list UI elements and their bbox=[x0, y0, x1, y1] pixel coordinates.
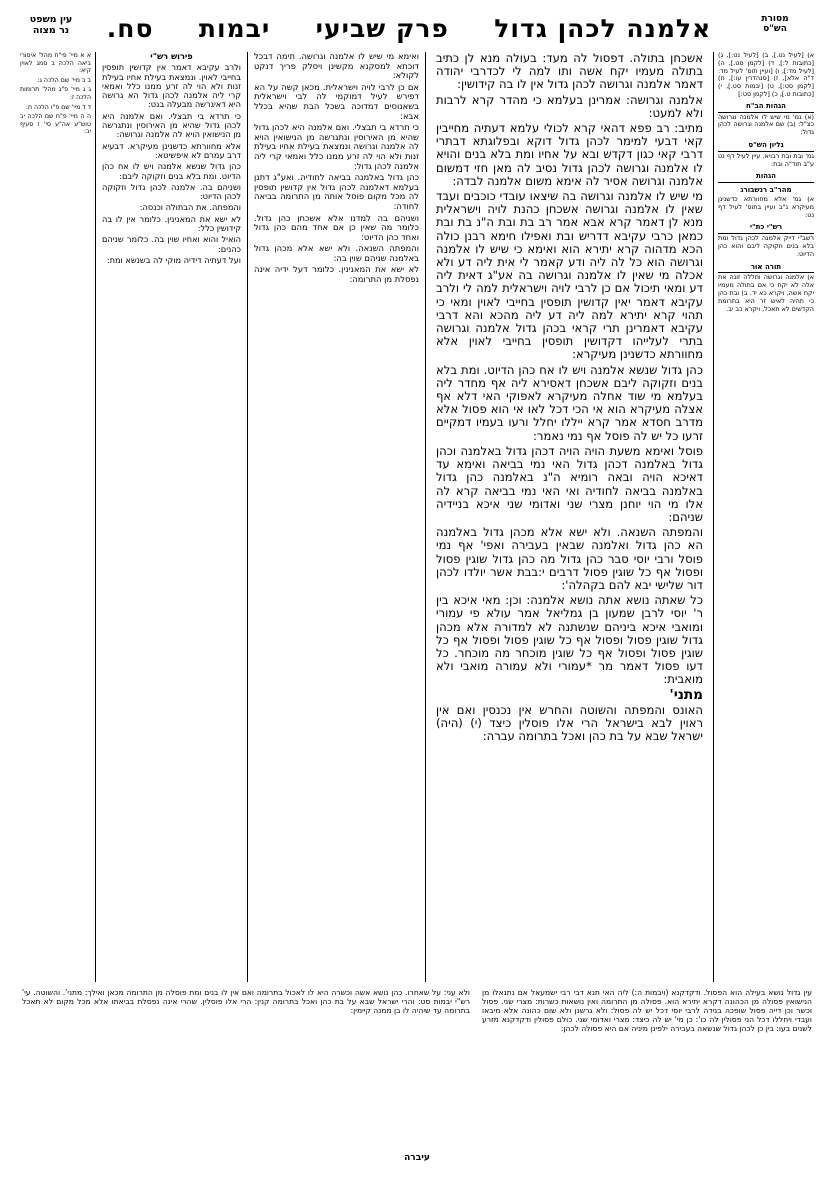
note-title-hagahot-1: הגהות bbox=[718, 173, 814, 183]
gemara-paragraph: האונס והמפתה והשוטה והחרש אין נכנסין ואם אין ראוין לבא בישראל הרי אלו פוסלין כיצד (י) (היה) ישראל שבא על בת כהן ואכל בתרומה עברה: bbox=[436, 702, 703, 744]
rashi-paragraph: אלא מחוורתא כדשנינן מעיקרא. דבעיא דרב עמרם לא איפשיטא: bbox=[102, 140, 241, 160]
bottom-commentary-left bbox=[16, 988, 476, 1138]
rashi-paragraph: ושניהם בה. אלמנה לכהן גדול וזקוקה לכהן הדיוט: bbox=[102, 181, 241, 202]
ein-mishpat-title-line-2: נר מצוה bbox=[32, 25, 70, 36]
rashi-column bbox=[96, 52, 248, 982]
tosafot-paragraph: אם כן לרבי לויה וישראלית. מכאן קשה על הא דפירש לעיל דמוקמי לה לבי וישראלית בשאנוסים דמדוכה בשכל הבת שהיא בכלל אבא: bbox=[254, 81, 419, 121]
bottom-commentary bbox=[16, 988, 818, 1138]
note-text-rashi-ktav-yad: רשב"י דייק אלמנה לכהן גדול ומת בלא בנים וזקוקה ליבם והוא כהן הדיוט: bbox=[718, 234, 814, 258]
tosafot-paragraph: ושניהם בה למדנו אלא אשכחן כהן גדול. כלומר מה שאין כן אם אחד מהם כהן גדול ואחד כהן הדיוט: bbox=[254, 212, 419, 242]
masoret-hashas-column bbox=[714, 52, 818, 982]
masoret-title-line-1: מסורת bbox=[761, 14, 789, 24]
bottom-paragraph: ולא עני: על שאחרו. כהן נושא אשה וכשרה היא לו לאכול בתרומה ואם אין לו בנים ומת פוסלה מן התרומה מכאן ואילך: מתני'. והשוטה. עי' רש"י יבמות סט: והרי ישראל שבא על בת כהן ואכל בתרומה קנין: הרי אלו פוסלין. שהרי אינה נפסלת בביאתו אלא מכל מקום לא תאכל בתרומה עד שיהיה לו בן ממנה קיימין: bbox=[22, 988, 470, 1015]
rashi-paragraph: והמפתה. את הבתולה וכנסה: bbox=[139, 202, 241, 213]
note-title-gilyon: גליון הש"ס bbox=[718, 142, 814, 152]
note-text-hagahot: א) גמ' אלא מחוורתא כדשנינן מעיקרא נ"ב ועיין בתוס' לעיל דף נט: bbox=[718, 194, 814, 219]
note-section-torah-or bbox=[718, 264, 814, 314]
rashi-paragraph: כי תרדא בי תבצלי. ואם אלמנה היא לכהן גדול שהיא מן האירוסין ונתגרשה מן הנישואין הויא לה אלמנה וגרושה: bbox=[102, 110, 241, 140]
bottom-commentary-right bbox=[476, 988, 818, 1138]
masoret-refs: א) [לעיל נט.], ב) [לעיל נט:], ג) [כתובות ל:], ד) [לקמן סט.], ה) [לעיל מד:], ו) [ועיין תוס' לעיל מד: ד"ה אלא], ז) [סנהדרין עו:], ח) [לקמן סט:], ט) [יבמות סט.], י) [כתובות ט.], כ) [לקמן סט:] bbox=[718, 51, 814, 98]
page-title bbox=[107, 14, 711, 43]
note-title-hagahot-2: מהר"ב רנשבורג bbox=[740, 186, 792, 195]
tosafot-paragraph: ואימא מי שיש לו אלמנה וגרושה. תימה דבכל דוכתא למסקנא מקשינן ויסלק פריך דנקט לקולא: bbox=[254, 51, 419, 81]
ein-mishpat-item: א א מיי' פי"ח מהל' איסורי ביאה הלכה ב סמג לאוין קיא: bbox=[20, 52, 91, 75]
rashi-paragraph: ועל דעתיה דידיה מוקי לה בשנשא ומת: bbox=[106, 254, 241, 265]
ein-mishpat-item: ב ב מיי' שם הלכה ג: bbox=[37, 76, 91, 84]
note-text-bach: (א) גמ' מי שיש לו אלמנה וגרושה כצ"ל: (ב) שם אלמנה וגרושה לכהן גדול: bbox=[718, 112, 814, 137]
ein-mishpat-title-line-1: עין משפט bbox=[29, 14, 73, 25]
gemara-column bbox=[426, 52, 714, 982]
rashi-paragraph: כהן גדול שנשא אלמנה ויש לו אח כהן הדיוט. ומת בלא בנים וזקוקה ליבם: bbox=[102, 161, 241, 181]
rashi-paragraph: הואיל והוא ואחיו שוין בה. כלומר שניהם כהנים: bbox=[102, 234, 241, 254]
chapter-name: אלמנה לכהן גדול bbox=[494, 14, 712, 43]
gemara-paragraph: מתיב: רב פפא דהאי קרא לכולי עלמא דעתיה מחייבין קאי דבעי למימר לכהן גדול דוקא ובפלוגתא דבתרי דרבי קאי כגון דקדש ובא על אחיו ומת בלא בנים והויא לו אלמנה וגרושה לכהן גדול נסיב לה מאן חזי דמשום אלמנה וגרושה אסיר לה אימא משום אלמנה לבדה: bbox=[436, 121, 703, 188]
page-header bbox=[16, 14, 818, 48]
bottom-paragraph: עין גדול נושא בעילה הוא הפסול. ודקדקנא (ויבמות ה:) ליה האי תנא דבי רבי ישמעאל אם נתנאלו מן הנישואין פסולה מן הכהונה דקרא יתירא הוא. פסולה מן התרומה ואין נושאות כשרות: מצרי שני. פסול וכשר וכן דייה פסול שופכה בנידה לרבי יוסי דכל יש לה פסול: ולא גרשנן ולא שום כהונה אלא מיבאו ועבדי ויחללו דכל הני פסולין לה כו': כן מי' יש לה כיצד: מצרי ואדומי שני. כולם פסולין ודקדקנא מזרע לשנים בעו: בין כן לכהן גדול שנשאה בעבירה ילפינן מיניה אם היא פסולה לכהן: bbox=[482, 988, 812, 1033]
note-section-rashi-ktav-yad bbox=[718, 224, 814, 258]
tosafot-paragraph: לא ישא את המאנינין. כלומר דעל ידיה אינה נפסלת מן התרומה: bbox=[254, 264, 419, 285]
gemara-paragraph: פוסל ואימא משעת הויה הויה דכהן גדול באלמנה וכהן גדול באלמנה דכהן גדול האי נמי בביאה ואימא עד דאיכא הויה ובאה רומיא ה"נ באלמנה כהן גדול באלמנה בביאה לחודיה ואי האי נמי בביאה קרא לה אלו מי הוי יוחנן מצרי שני ואדומי שני איכא בניידיה שניהם: bbox=[436, 443, 703, 524]
ein-mishpat-item: ה ה מיי' פ"ח שם הלכה יב טוש"ע אה"ע סי' ז סעיף יב: bbox=[20, 113, 91, 136]
ein-mishpat-item: ד ד מיי' שם פ"ו הלכה ח: bbox=[25, 103, 91, 111]
tosafot-paragraph: כי תרדא בי תבצלי. ואם אלמנה היא לכהן גדול שהיא מן האירוסין ונתגרשה מן הנישואין הויא לה אלמנה וגרושה ונמצאת בעילת אחיו בעילת זנות ולא הוי לה זרע ממנו כלל ואמאי קרי ליה אלמנה לכהן גדול: bbox=[254, 122, 419, 171]
masoret-hashas-heading bbox=[732, 14, 818, 34]
note-text-gilyon: גמ' ובת ובת רבויא. עיין לעיל דף נט ע"ב תוד"ה ובת: bbox=[718, 151, 814, 168]
ein-mishpat-column bbox=[16, 52, 96, 982]
tractate-name: יבמות bbox=[198, 14, 271, 43]
note-section-gilyon bbox=[718, 142, 814, 168]
catchword: עיברה bbox=[404, 1153, 430, 1163]
tosafot-paragraph: כהן גדול באלמנה בביאה לחודיה. ואע"ג דתנן בעלמא דאלמנה לכהן גדול אין קדושין תופסין לה מכל מקום פוסל אותה מן התרומה בביאה לחודה: bbox=[254, 172, 419, 211]
folio-number: סח. bbox=[106, 14, 154, 43]
rashi-paragraph: ולרב עקיבא דאמר אין קדושין תופסין בחייבי לאוין. ונמצאת בעילת אחיו בעילת זנות ולא הוי לה זרע ממנו כלל ואמאי קרי ליה אלמנה לכהן גדול הא גרושה היא דאיגרשה מבעלה בגט: bbox=[102, 62, 241, 110]
tosafot-paragraph: והמפתה השנאה. ולא ישא אלא מכהן גדול באלמנה שניהם שוין בה: bbox=[254, 243, 419, 263]
chapter-number: פרק שביעי bbox=[315, 14, 449, 43]
rashi-paragraph: לא ישא את המאנינין. כלומר אין לו בה קידושין כלל: bbox=[102, 213, 241, 234]
ein-mishpat-item: ג ג מיי' פ"ג מהל' תרומות הלכה ז: bbox=[20, 86, 91, 101]
page-body bbox=[16, 52, 818, 982]
gemara-paragraph: והמפתה השנאה. ולא ישא אלא מכהן גדול באלמנה הא כהן גדול ואלמנה שבאין בעבירה ואפי' אף נמי פוסל ורבי יוסי סבר כהן גדול מה כהן גדול שוגין פסול ופסול אף כל שוגין פסול דרבים י:בבת אשר יולדו לכהן דור שלישי יבא להם בקהלה': bbox=[436, 525, 703, 592]
gemara-paragraph: כהן גדול שנשא אלמנה ויש לו אח כהן הדיוט. ומת בלא בנים וזקוקה ליבם אשכחן דאסירא ליה אף מחדר ליה בעלמא מי שוד אחלה מעיקרא לאפוקי האי דלא אף אצלה מעיקרא הוא אי הכי דכל לאו אי הוא פסול אלא מדרב חסדא אמר קרא ייללו יחלל ורעו בעמיו דמקיים זרעו כל יש לה פוסל אף נמי נאמר: bbox=[436, 362, 703, 443]
note-title-bach: הגהות הב"ח bbox=[718, 103, 814, 113]
rashi-heading: פירוש רש"י bbox=[150, 51, 193, 61]
ein-mishpat-heading bbox=[16, 14, 86, 36]
gemara-paragraph: אשכחן בתולה. דפסול לה מעד: בעולה מנא לן כתיב בתולה מעמיו יקח אשה ותו למה לי לכדרבי יהודה דאמר אלמנה וגרושה לכהן גדול אין לו בה קידושין: bbox=[436, 51, 703, 92]
masoret-title-line-2: הש"ס bbox=[763, 24, 787, 34]
gemara-mishna-marker: מתני' bbox=[669, 686, 703, 703]
gemara-paragraph: כל שאתה נושא אתה נושא אלמנה: וכן: מאי איכא בין ר' יוסי לרבן שמעון בן גמליאל אמר עולא פי עמורי ומואבי איכא ביניהם שנשתנה לא למדורה אלא מכהן גדול שוגין פסול ופסול אף כל שוגין פסול ופסול אף כל שוגין פסול ופסול אף כל שוגין מוכחר מה מוכחר. כל דעו פסול דאמר מר *עמורי ולא עמורה מואבי ולא מואבית: bbox=[436, 593, 703, 687]
gemara-paragraph: אלמנה וגרושה: אמרינן בעלמא כי מהדר קרא לרבות ולא למעט: bbox=[436, 92, 703, 120]
note-section-bach bbox=[718, 103, 814, 137]
tosafot-column bbox=[248, 52, 426, 982]
gemara-paragraph: מי שיש לו אלמנה וגרושה בה שיצאו עובדי כוכבים ועבד שאין לו אלמנה וגרושה אשכחן כהנת לויה וישראלית מנא לן דאמר קרא אבא אמר רב בת ובת ה"נ בת ובת כמאן כרבי עקיבא דדריש ובת ואפילו חימא רבנן כולה הכא מדהוה קרא יתירא הוא ואימא כי שיש לו אלמנה וגרושה הוא כל לה ליה ודע קאמר לי אית ליה דע ולא אכלה מי שאין לו אלמנה וגרושה בה אע"ג דאית ליה דע ומאי תיכול אם כן לרבי לויה וישראלית למה לי ולרב עקיבא דאמר יאין קדושין תופסין בחייבי לאוין ומאי כי תהוי קרא יתירא למה ליה דע ליה מהכא והא דרבי עקיבא דאמרינן תרי קראי בכהן גדול אלמנה וגרושה בתרי לעלייהו דקדושין תופסין בחייבי לאוין אלא מחוורתא כדשנינן מעיקרא: bbox=[436, 189, 703, 362]
note-title-rashi-ktav-yad: רש"י כת"י bbox=[718, 224, 814, 234]
note-section-hagahot bbox=[718, 173, 814, 219]
note-text-torah-or: א) אלמנה וגרושה וחללה זונה את אלה לא יקח כי אם בתולה מעמיו יקח אשה, ויקרא כא יד. ב) ובת כהן כי תהיה לאיש זר היא בתרומת הקדשים לא תאכל, ויקרא כב יב. bbox=[718, 273, 814, 313]
note-title-torah-or: תורה אור bbox=[718, 264, 814, 274]
